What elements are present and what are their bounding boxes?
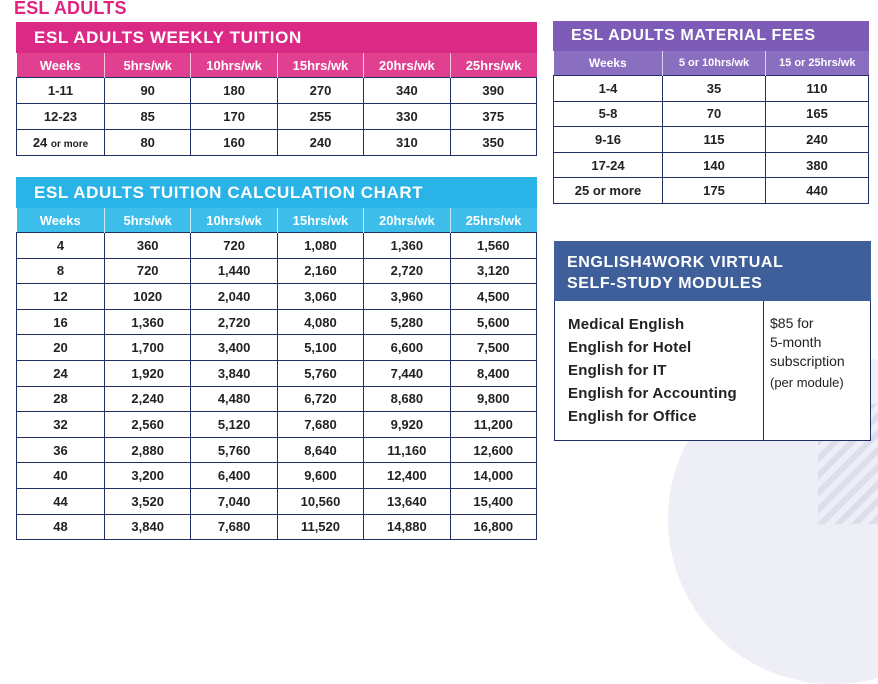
table-cell: 90 (105, 78, 191, 104)
table-row (17, 360, 537, 386)
column-header: 5hrs/wk (105, 53, 191, 78)
table-cell: 1-11 (17, 78, 105, 104)
table-cell: 13,640 (364, 488, 450, 514)
table-cell: 12 (17, 284, 105, 310)
price-note: (per module) (770, 375, 844, 390)
table-cell: 35 (663, 76, 766, 102)
table-cell: 25 or more (554, 178, 663, 204)
table-cell: 1,360 (105, 309, 191, 335)
list-item: English for Hotel (568, 339, 692, 356)
table-cell: 2,160 (277, 258, 363, 284)
title-line: SELF-STUDY MODULES (567, 275, 763, 292)
table-cell: 7,680 (277, 412, 363, 438)
price-line: subscription (770, 353, 845, 369)
table-row (17, 284, 537, 310)
table-cell: 115 (663, 127, 766, 153)
table-cell: 70 (663, 101, 766, 127)
table-row (554, 178, 869, 204)
table-cell: 11,160 (364, 437, 450, 463)
table-cell: 5,280 (364, 309, 450, 335)
table-cell: 2,240 (105, 386, 191, 412)
table-cell: 4 (17, 233, 105, 259)
table-row (17, 437, 537, 463)
calculation-chart-title: ESL ADULTS TUITION CALCULATION CHART (16, 177, 537, 208)
table-cell: 240 (766, 127, 869, 153)
table-cell: 5,100 (277, 335, 363, 361)
table-cell: 3,840 (105, 514, 191, 540)
weekly-tuition-title: ESL ADULTS WEEKLY TUITION (16, 22, 537, 53)
table-cell: 3,200 (105, 463, 191, 489)
table-cell: 28 (17, 386, 105, 412)
table-cell: 6,600 (364, 335, 450, 361)
table-row (17, 104, 537, 130)
table-cell: 350 (450, 130, 536, 156)
table-cell: 1020 (105, 284, 191, 310)
table-cell: 12,600 (450, 437, 536, 463)
table-cell: 32 (17, 412, 105, 438)
table-cell: 11,200 (450, 412, 536, 438)
table-row (17, 130, 537, 156)
column-header: 15 or 25hrs/wk (766, 51, 869, 76)
table-cell: 3,120 (450, 258, 536, 284)
table-cell: 1,440 (191, 258, 277, 284)
weekly-tuition-table (16, 22, 537, 156)
table-cell: 720 (191, 233, 277, 259)
column-header: 25hrs/wk (450, 208, 536, 233)
table-cell: 6,400 (191, 463, 277, 489)
table-cell: 14,880 (364, 514, 450, 540)
table-cell: 80 (105, 130, 191, 156)
header-row (554, 51, 869, 76)
table-cell: 12,400 (364, 463, 450, 489)
price-line: 5-month (770, 334, 822, 350)
table-row (554, 152, 869, 178)
column-header: Weeks (17, 208, 105, 233)
table-cell: 330 (364, 104, 450, 130)
header-row (17, 53, 537, 78)
table-cell: 440 (766, 178, 869, 204)
table-cell: 48 (17, 514, 105, 540)
table-row (17, 233, 537, 259)
table-cell: 9-16 (554, 127, 663, 153)
table-cell: 11,520 (277, 514, 363, 540)
column-header: 15hrs/wk (277, 53, 363, 78)
table-cell: 7,680 (191, 514, 277, 540)
table-cell: 16 (17, 309, 105, 335)
english4work-body (554, 301, 871, 441)
column-header: 20hrs/wk (364, 53, 450, 78)
table-cell: 24 (17, 360, 105, 386)
table-row (17, 412, 537, 438)
table-cell: 5,600 (450, 309, 536, 335)
table-cell: 2,720 (191, 309, 277, 335)
table-cell: 14,000 (450, 463, 536, 489)
table-row (17, 514, 537, 540)
table-cell: 85 (105, 104, 191, 130)
table-cell: 5,120 (191, 412, 277, 438)
table-cell: 20 (17, 335, 105, 361)
material-fees-table (553, 21, 869, 204)
table-cell: 8,400 (450, 360, 536, 386)
table-cell: 140 (663, 152, 766, 178)
tuition-calculation-table (16, 177, 537, 540)
table-cell: 4,080 (277, 309, 363, 335)
table-cell: 5,760 (277, 360, 363, 386)
list-item: English for Accounting (568, 385, 737, 402)
table-cell: 6,720 (277, 386, 363, 412)
table-cell: 310 (364, 130, 450, 156)
table-cell: 9,920 (364, 412, 450, 438)
column-header: 20hrs/wk (364, 208, 450, 233)
price-line: $85 for (770, 315, 814, 331)
table-cell: 3,960 (364, 284, 450, 310)
table-cell: 3,060 (277, 284, 363, 310)
table-row (17, 386, 537, 412)
table-cell: 390 (450, 78, 536, 104)
table-cell: 9,800 (450, 386, 536, 412)
table-cell: 720 (105, 258, 191, 284)
table-cell: 170 (191, 104, 277, 130)
module-list (555, 301, 764, 440)
column-header: Weeks (17, 53, 105, 78)
table-cell: 16,800 (450, 514, 536, 540)
table-cell: 3,840 (191, 360, 277, 386)
table-cell: 2,560 (105, 412, 191, 438)
table-cell: 360 (105, 233, 191, 259)
table-cell: 110 (766, 76, 869, 102)
table-cell: 1,560 (450, 233, 536, 259)
table-cell: 270 (277, 78, 363, 104)
table-row (554, 127, 869, 153)
table-cell: 7,040 (191, 488, 277, 514)
table-cell: 1-4 (554, 76, 663, 102)
table-cell: 12-23 (17, 104, 105, 130)
table-cell: 180 (191, 78, 277, 104)
table-cell: 40 (17, 463, 105, 489)
title-line: ENGLISH4WORK VIRTUAL (567, 254, 784, 271)
table-cell: 2,040 (191, 284, 277, 310)
column-header: 25hrs/wk (450, 53, 536, 78)
table-cell: 10,560 (277, 488, 363, 514)
table-row (17, 488, 537, 514)
table-cell: 15,400 (450, 488, 536, 514)
table-row (554, 76, 869, 102)
table-cell: 4,480 (191, 386, 277, 412)
table-cell: 17-24 (554, 152, 663, 178)
table-cell: 8,640 (277, 437, 363, 463)
table-cell: 5,760 (191, 437, 277, 463)
table-cell: 380 (766, 152, 869, 178)
column-header: 15hrs/wk (277, 208, 363, 233)
column-header: 5hrs/wk (105, 208, 191, 233)
table-cell: 4,500 (450, 284, 536, 310)
table-cell: 9,600 (277, 463, 363, 489)
header-row (17, 208, 537, 233)
table-cell: 44 (17, 488, 105, 514)
table-row (17, 309, 537, 335)
table-cell: 3,520 (105, 488, 191, 514)
table-cell: 2,880 (105, 437, 191, 463)
table-row (17, 258, 537, 284)
english4work-title (554, 241, 871, 301)
table-cell: 36 (17, 437, 105, 463)
table-cell (17, 130, 105, 156)
table-cell: 175 (663, 178, 766, 204)
table-cell: 165 (766, 101, 869, 127)
table-cell: 160 (191, 130, 277, 156)
list-item: Medical English (568, 316, 685, 333)
table-cell: 5-8 (554, 101, 663, 127)
table-cell: 1,920 (105, 360, 191, 386)
weeks-value: 24 (32, 135, 48, 150)
table-cell: 1,700 (105, 335, 191, 361)
table-cell: 240 (277, 130, 363, 156)
column-header: 5 or 10hrs/wk (663, 51, 766, 76)
table-cell: 1,080 (277, 233, 363, 259)
table-cell: 255 (277, 104, 363, 130)
table-cell: 340 (364, 78, 450, 104)
table-cell: 8 (17, 258, 105, 284)
material-fees-title: ESL ADULTS MATERIAL FEES (553, 21, 869, 51)
table-row (554, 101, 869, 127)
table-cell: 1,360 (364, 233, 450, 259)
page-title: ESL ADULTS (14, 0, 127, 18)
table-cell: 8,680 (364, 386, 450, 412)
table-cell: 7,500 (450, 335, 536, 361)
column-header: Weeks (554, 51, 663, 76)
table-row (17, 463, 537, 489)
table-cell: 3,400 (191, 335, 277, 361)
english4work-panel (554, 241, 871, 441)
table-row (17, 78, 537, 104)
column-header: 10hrs/wk (191, 208, 277, 233)
table-cell: 7,440 (364, 360, 450, 386)
table-row (17, 335, 537, 361)
list-item: English for IT (568, 362, 667, 379)
list-item: English for Office (568, 408, 697, 425)
column-header: 10hrs/wk (191, 53, 277, 78)
weeks-suffix: or more (50, 139, 89, 150)
table-cell: 375 (450, 104, 536, 130)
module-price (764, 301, 845, 440)
table-cell: 2,720 (364, 258, 450, 284)
